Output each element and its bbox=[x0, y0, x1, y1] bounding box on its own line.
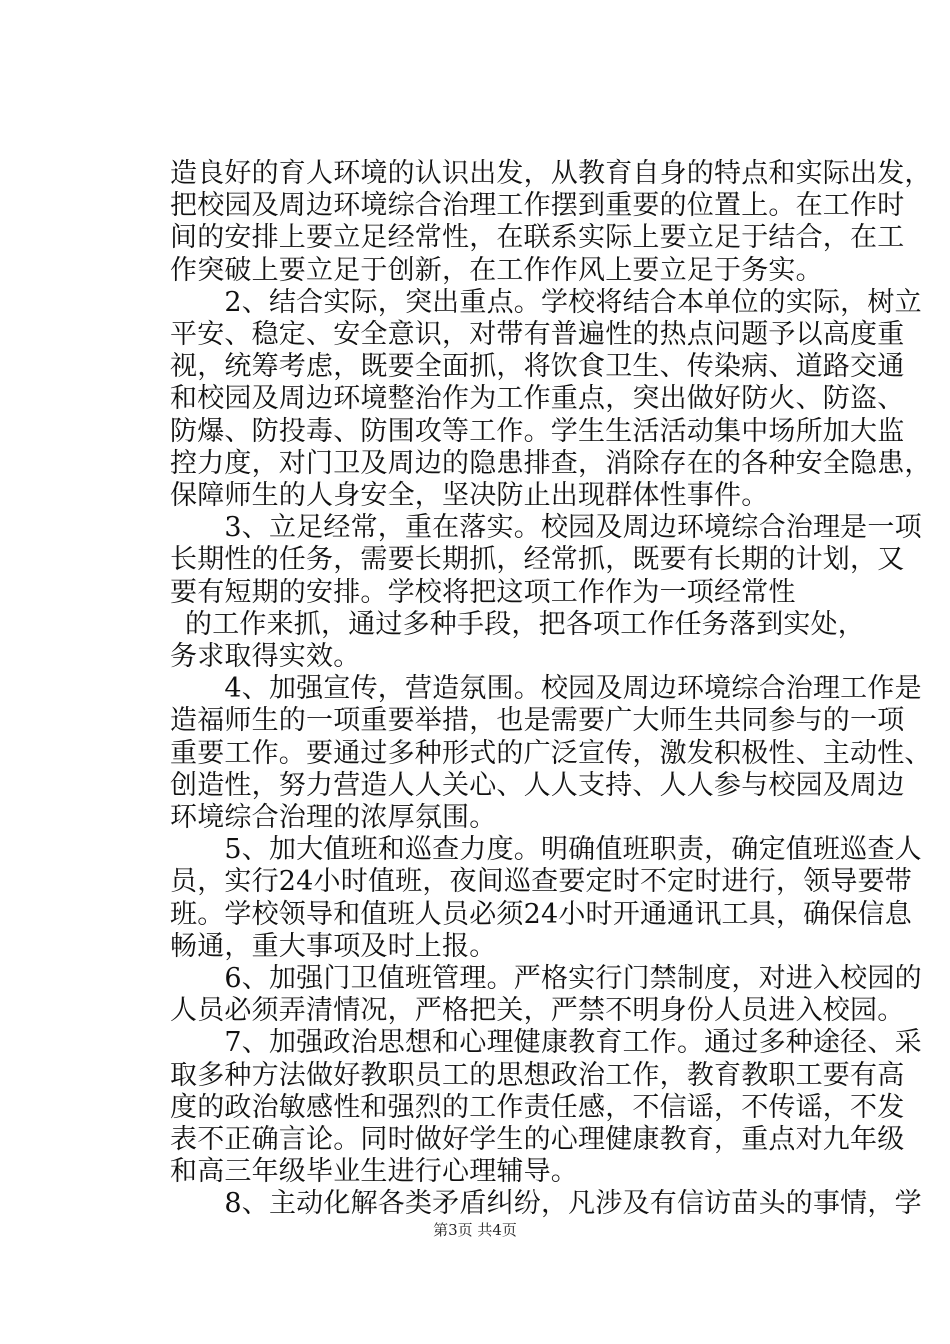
body-text-line: 2、结合实际，突出重点。学校将结合本单位的实际，树立 bbox=[170, 286, 922, 318]
body-text-line: 表不正确言论。同时做好学生的心理健康教育，重点对九年级 bbox=[170, 1124, 905, 1155]
body-text-line: 环境综合治理的浓厚氛围。 bbox=[170, 802, 497, 833]
body-text-line: 创造性，努力营造人人关心、人人支持、人人参与校园及周边 bbox=[170, 769, 905, 801]
body-text-line: 间的安排上要立足经常性，在联系实际上要立足于结合，在工 bbox=[170, 222, 905, 254]
page-number-footer: 第3页 共4页 bbox=[433, 1221, 517, 1239]
body-text-line: 平安、稳定、安全意识，对带有普遍性的热点问题予以高度重 bbox=[170, 319, 905, 350]
body-text-line: 人员必须弄清情况，严格把关，严禁不明身份人员进入校园。 bbox=[170, 995, 905, 1027]
body-text-line: 6、加强门卫值班管理。严格实行门禁制度，对进入校园的 bbox=[170, 963, 922, 994]
body-text-line: 7、加强政治思想和心理健康教育工作。通过多种途径、采 bbox=[170, 1027, 922, 1059]
body-text-line: 作突破上要立足于创新，在工作作风上要立足于务实。 bbox=[170, 254, 823, 286]
body-text-line: 长期性的任务，需要长期抓，经常抓，既要有长期的计划，又 bbox=[170, 544, 905, 576]
body-text-line: 畅通，重大事项及时上报。 bbox=[170, 930, 497, 962]
body-text-line: 保障师生的人身安全，坚决防止出现群体性事件。 bbox=[170, 480, 769, 511]
body-text-line: 8、主动化解各类矛盾纠纷，凡涉及有信访苗头的事情，学 bbox=[170, 1188, 922, 1220]
body-text-line: 要有短期的安排。学校将把这项工作作为一项经常性 bbox=[170, 576, 796, 608]
body-text-line: 4、加强宣传，营造氛围。校园及周边环境综合治理工作是 bbox=[170, 673, 922, 705]
body-text-line: 度的政治敏感性和强烈的工作责任感，不信谣，不传谣，不发 bbox=[170, 1091, 905, 1123]
body-text-line: 的工作来抓，通过多种手段，把各项工作任务落到实处， bbox=[185, 608, 865, 640]
body-text-line: 重要工作。要通过多种形式的广泛宣传，激发积极性、主动性、 bbox=[170, 737, 932, 769]
body-text-line: 控力度，对门卫及周边的隐患排查，消除存在的各种安全隐患， bbox=[170, 447, 932, 479]
body-text-line: 视，统筹考虑，既要全面抓，将饮食卫生、传染病、道路交通 bbox=[170, 351, 905, 383]
body-text-line: 5、加大值班和巡查力度。明确值班职责，确定值班巡查人 bbox=[170, 834, 922, 866]
body-text-line: 把校园及周边环境综合治理工作摆到重要的位置上。在工作时 bbox=[170, 190, 905, 222]
body-text-line: 和高三年级毕业生进行心理辅导。 bbox=[170, 1156, 578, 1188]
body-text-line: 3、立足经常，重在落实。校园及周边环境综合治理是一项 bbox=[170, 512, 922, 544]
body-text-line: 造福师生的一项重要举措，也是需要广大师生共同参与的一项 bbox=[170, 705, 905, 737]
body-text-line: 取多种方法做好教职员工的思想政治工作，教育教职工要有高 bbox=[170, 1059, 905, 1091]
body-text-line: 员，实行24小时值班，夜间巡查要定时不定时进行，领导要带 bbox=[170, 866, 912, 898]
body-text-line: 造良好的育人环境的认识出发，从教育自身的特点和实际出发， bbox=[170, 158, 932, 189]
body-text-line: 班。学校领导和值班人员必须24小时开通通讯工具，确保信息 bbox=[170, 898, 912, 930]
body-text-line: 和校园及周边环境整治作为工作重点，突出做好防火、防盗、 bbox=[170, 383, 905, 415]
body-text-line: 务求取得实效。 bbox=[170, 641, 361, 672]
body-text-line: 防爆、防投毒、防围攻等工作。学生生活活动集中场所加大监 bbox=[170, 415, 905, 447]
